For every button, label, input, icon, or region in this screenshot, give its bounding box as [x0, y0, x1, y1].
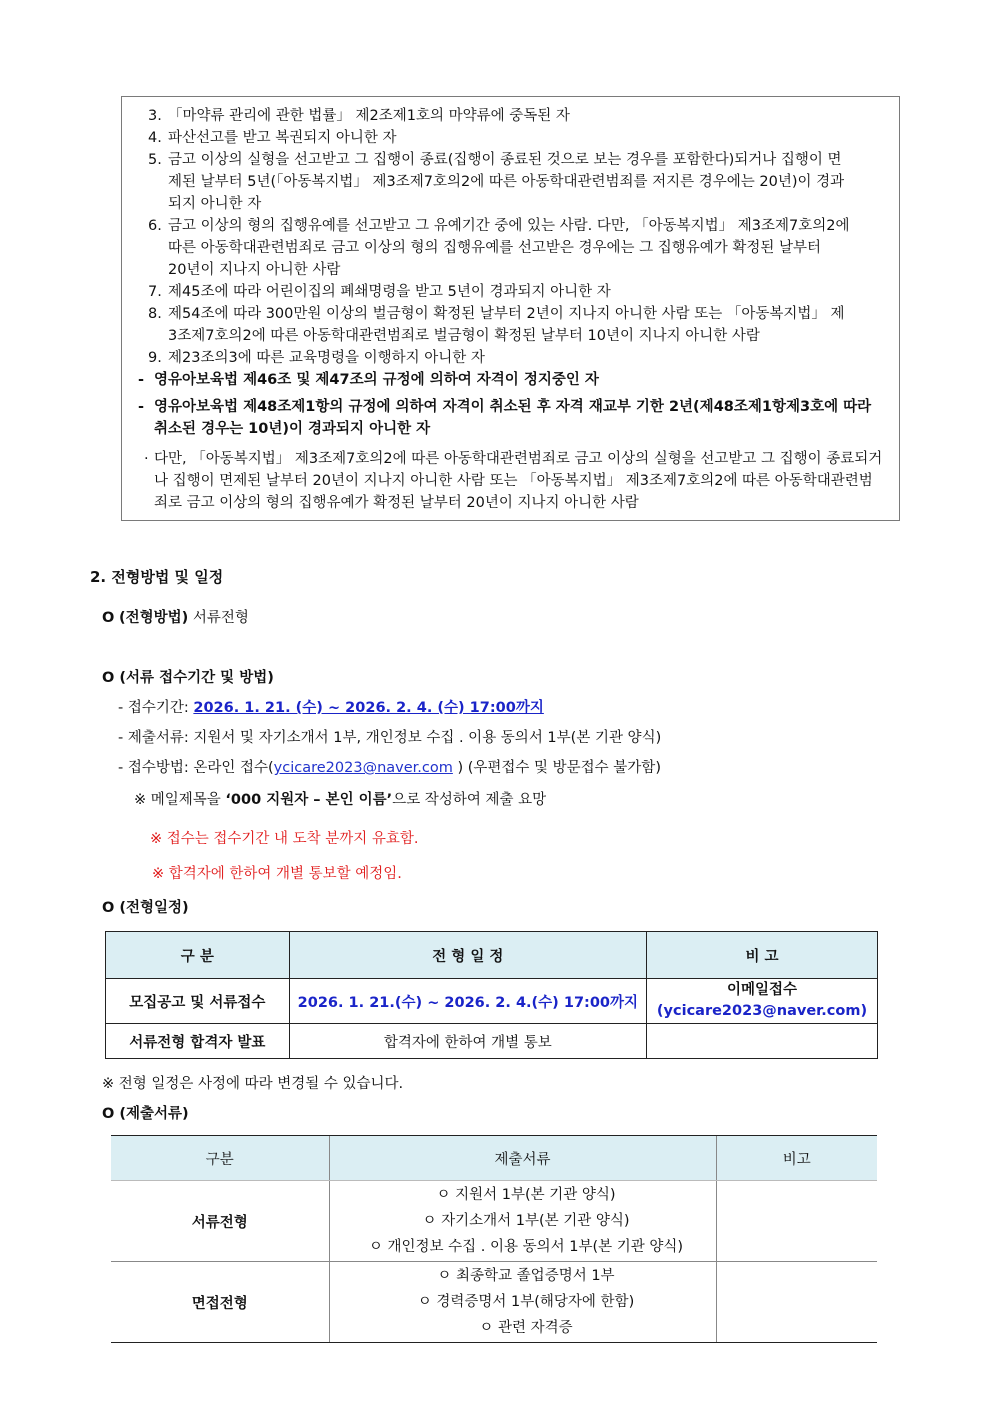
header-category: 구 분 [106, 932, 290, 979]
reception-period: - 접수기간: 2026. 1. 21. (수) ~ 2026. 2. 4. (수) 17:00까지 [118, 700, 544, 716]
docs-table [111, 1135, 877, 1343]
docs-heading: O (제출서류) [102, 1106, 189, 1122]
list-item: ㅇ 지원서 1부(본 기관 양식) [436, 1187, 616, 1203]
schedule-header-row [106, 932, 878, 979]
reception-heading: O (서류 접수기간 및 방법) [102, 670, 274, 686]
list-item: ㅇ 관련 자격증 [479, 1320, 573, 1336]
header-documents: 제출서류 [329, 1136, 716, 1181]
disqualification-box: 3. 「마약류 관리에 관한 법률」 제2조제1호의 마약류에 중독된 자 4. 파산선고를 받고 복권되지 아니한 자 5. 금고 이상의 실형을 선고받고 그 집행이 종료(집행이 종료된 것으로 보는 경우를 포함한다)되거나 집행이 면 제된 날부터 5년(「아동복지법」 제3조제7호의2에 따른 아동학대관련범죄를 저지른 경우에는 20년)이 경과 되지 아니한 자 6. 금고 이상의 형의 집행유예를 선고받고 그 유예기간 중에 있는 사람. 다만, 「아동복지법」 제3조제7호의2에 따른 아동학대관련범죄로 금고 이상의 형의 집행유예를 선고받은 경우에는 그 집행유예가 확정된 날부터 20년이 지나지 아니한 사람 7. 제45조에 따라 어린이집의 폐쇄명령을 받고 5년이 경과되지 아니한 자 8. 제54조에 따라 300만원 이상의 벌금형이 확정된 날부터 2년이 지나지 아니한 사람 또는 「아동복지법」 제 3조제7호의2에 따른 아동학대관련범죄로 벌금형이 확정된 날부터 10년이 지나지 아니한 사람 9. 제23조의3에 따른 교육명령을 이행하지 아니한 자 - 영유아보육법 제46조 및 제47조의 규정에 의하여 자격이 정지중인 자 - 영유아보육법 제48조제1항의 규정에 의하여 자격이 취소된 후 자격 재교부 기한 2년(제48조제1항제3호에 따라 취소된 경우는 10년)이 경과되지 아니한 자 · 다만, 「아동복지법」 제3조제7호의2에 따른 아동학대관련범죄로 금고 이상의 실형을 선고받고 그 집행이 종료되거 나 집행이 면제된 날부터 20년이 지나지 아니한 사람 또는 「아동복지법」 제3조제7호의2에 따른 아동학대관련범 죄로 금고 이상의 형의 집행유예가 확정된 날부터 20년이 지나지 아니한 사람 [121, 96, 900, 521]
email-link[interactable]: ycicare2023@naver.com [273, 760, 453, 776]
header-note: 비고 [716, 1136, 877, 1181]
schedule-table [105, 931, 878, 1059]
schedule-heading: O (전형일정) [102, 900, 189, 916]
method-line: O (전형방법) 서류전형 [102, 610, 249, 626]
table-row: 서류전형 합격자 발표 합격자에 한하여 개별 통보 [106, 1024, 878, 1059]
list-item: ㅇ 경력증명서 1부(해당자에 한함) [417, 1294, 635, 1310]
list-item: ㅇ 최종학교 졸업증명서 1부 [437, 1268, 615, 1284]
table-row: 모집공고 및 서류접수 2026. 1. 21.(수) ~ 2026. 2. 4.(수) 17:00까지 이메일접수 (ycicare2023@naver.com) [106, 979, 878, 1024]
period-value: 2026. 1. 21. (수) ~ 2026. 2. 4. (수) 17:00까지 [193, 700, 544, 716]
header-schedule: 전 형 일 정 [289, 932, 646, 979]
header-category: 구분 [111, 1136, 329, 1181]
section-title: 2. 전형방법 및 일정 [90, 568, 224, 586]
table-row: 면접전형 ㅇ 최종학교 졸업증명서 1부 ㅇ 경력증명서 1부(해당자에 한함) ㅇ 관련 자격증 [111, 1262, 877, 1343]
mail-title-note: ※ 메일제목을 ‘000 지원자 – 본인 이름’으로 작성하여 제출 요망 [134, 792, 547, 808]
table-row: 서류전형 ㅇ 지원서 1부(본 기관 양식) ㅇ 자기소개서 1부(본 기관 양식) ㅇ 개인정보 수집 . 이용 동의서 1부(본 기관 양식) [111, 1181, 877, 1262]
submission-method-line: - 접수방법: 온라인 접수(ycicare2023@naver.com ) (우편접수 및 방문접수 불가함) [118, 760, 661, 776]
submission-docs-line: - 제출서류: 지원서 및 자기소개서 1부, 개인정보 수집 . 이용 동의서 1부(본 기관 양식) [118, 730, 662, 746]
red-note-notice: ※ 합격자에 한하여 개별 통보할 예정임. [152, 866, 402, 882]
red-note-validity: ※ 접수는 접수기간 내 도착 분까지 유효함. [150, 831, 419, 847]
list-item: ㅇ 자기소개서 1부(본 기관 양식) [422, 1213, 630, 1229]
docs-header-row [111, 1136, 877, 1181]
header-note: 비 고 [647, 932, 878, 979]
list-item: ㅇ 개인정보 수집 . 이용 동의서 1부(본 기관 양식) [368, 1239, 684, 1255]
schedule-change-note: ※ 전형 일정은 사정에 따라 변경될 수 있습니다. [102, 1076, 404, 1092]
